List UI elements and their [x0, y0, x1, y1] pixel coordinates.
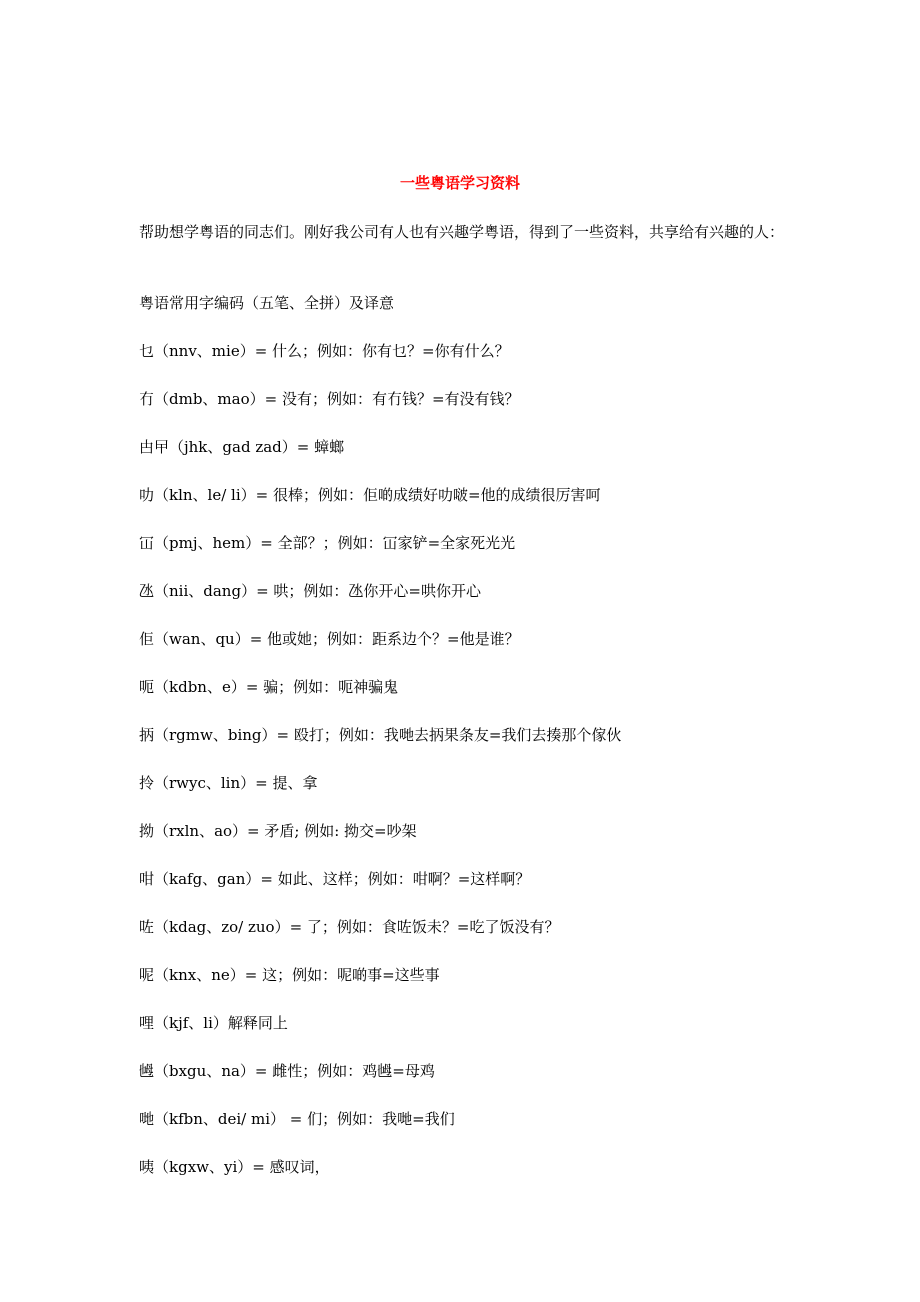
entry-li: 哩（kjf、li）解释同上 [139, 1014, 288, 1032]
entry-gad-zad: 甴曱（jhk、gad zad）= 蟑螂 [139, 438, 345, 456]
entry-dang: 氹（nii、dang）= 哄；例如：氹你开心=哄你开心 [139, 582, 481, 600]
entry-le: 叻（kln、le/ li）= 很棒；例如：佢啲成绩好叻啵=他的成绩很厉害呵 [139, 486, 601, 504]
entry-na: 乸（bxgu、na）= 雌性；例如：鸡乸=母鸡 [139, 1062, 435, 1080]
entry-mao: 冇（dmb、mao）= 没有；例如：有冇钱？=有没有钱？ [139, 390, 520, 408]
entry-dei: 哋（kfbn、dei/ mi） = 们；例如：我哋=我们 [139, 1110, 455, 1128]
document-title: 一些粤语学习资料 [399, 174, 520, 192]
entry-e: 呃（kdbn、e）= 骗；例如：呃神骗鬼 [139, 678, 399, 696]
entry-bing: 抦（rgmw、bing）= 殴打；例如：我哋去抦果条友=我们去揍那个傢伙 [139, 726, 622, 744]
entry-qu: 佢（wan、qu）= 他或她；例如：距系边个？=他是谁？ [139, 630, 520, 648]
entry-ne: 呢（knx、ne）= 这；例如：呢啲事=这些事 [139, 966, 440, 984]
entry-yi: 咦（kgxw、yi）= 感叹词， [139, 1158, 330, 1176]
entry-gan: 咁（kafg、gan）= 如此、这样；例如：咁啊？=这样啊？ [139, 870, 531, 888]
entry-mie: 乜（nnv、mie）= 什么；例如：你有乜？=你有什么？ [139, 342, 510, 360]
entry-ao: 拗（rxln、ao）= 矛盾; 例如: 拗交=吵架 [139, 822, 417, 840]
intro-paragraph: 帮助想学粤语的同志们。刚好我公司有人也有兴趣学粤语，得到了一些资料，共享给有兴趣的人： [139, 223, 785, 241]
entry-lin: 拎（rwyc、lin）= 提、拿 [139, 774, 318, 792]
entry-zo: 咗（kdag、zo/ zuo）= 了；例如：食咗饭未？=吃了饭没有？ [139, 918, 560, 936]
section-heading: 粤语常用字编码（五笔、全拼）及译意 [139, 294, 395, 312]
entry-hem: 冚（pmj、hem）= 全部？；例如：冚家铲=全家死光光 [139, 534, 516, 552]
